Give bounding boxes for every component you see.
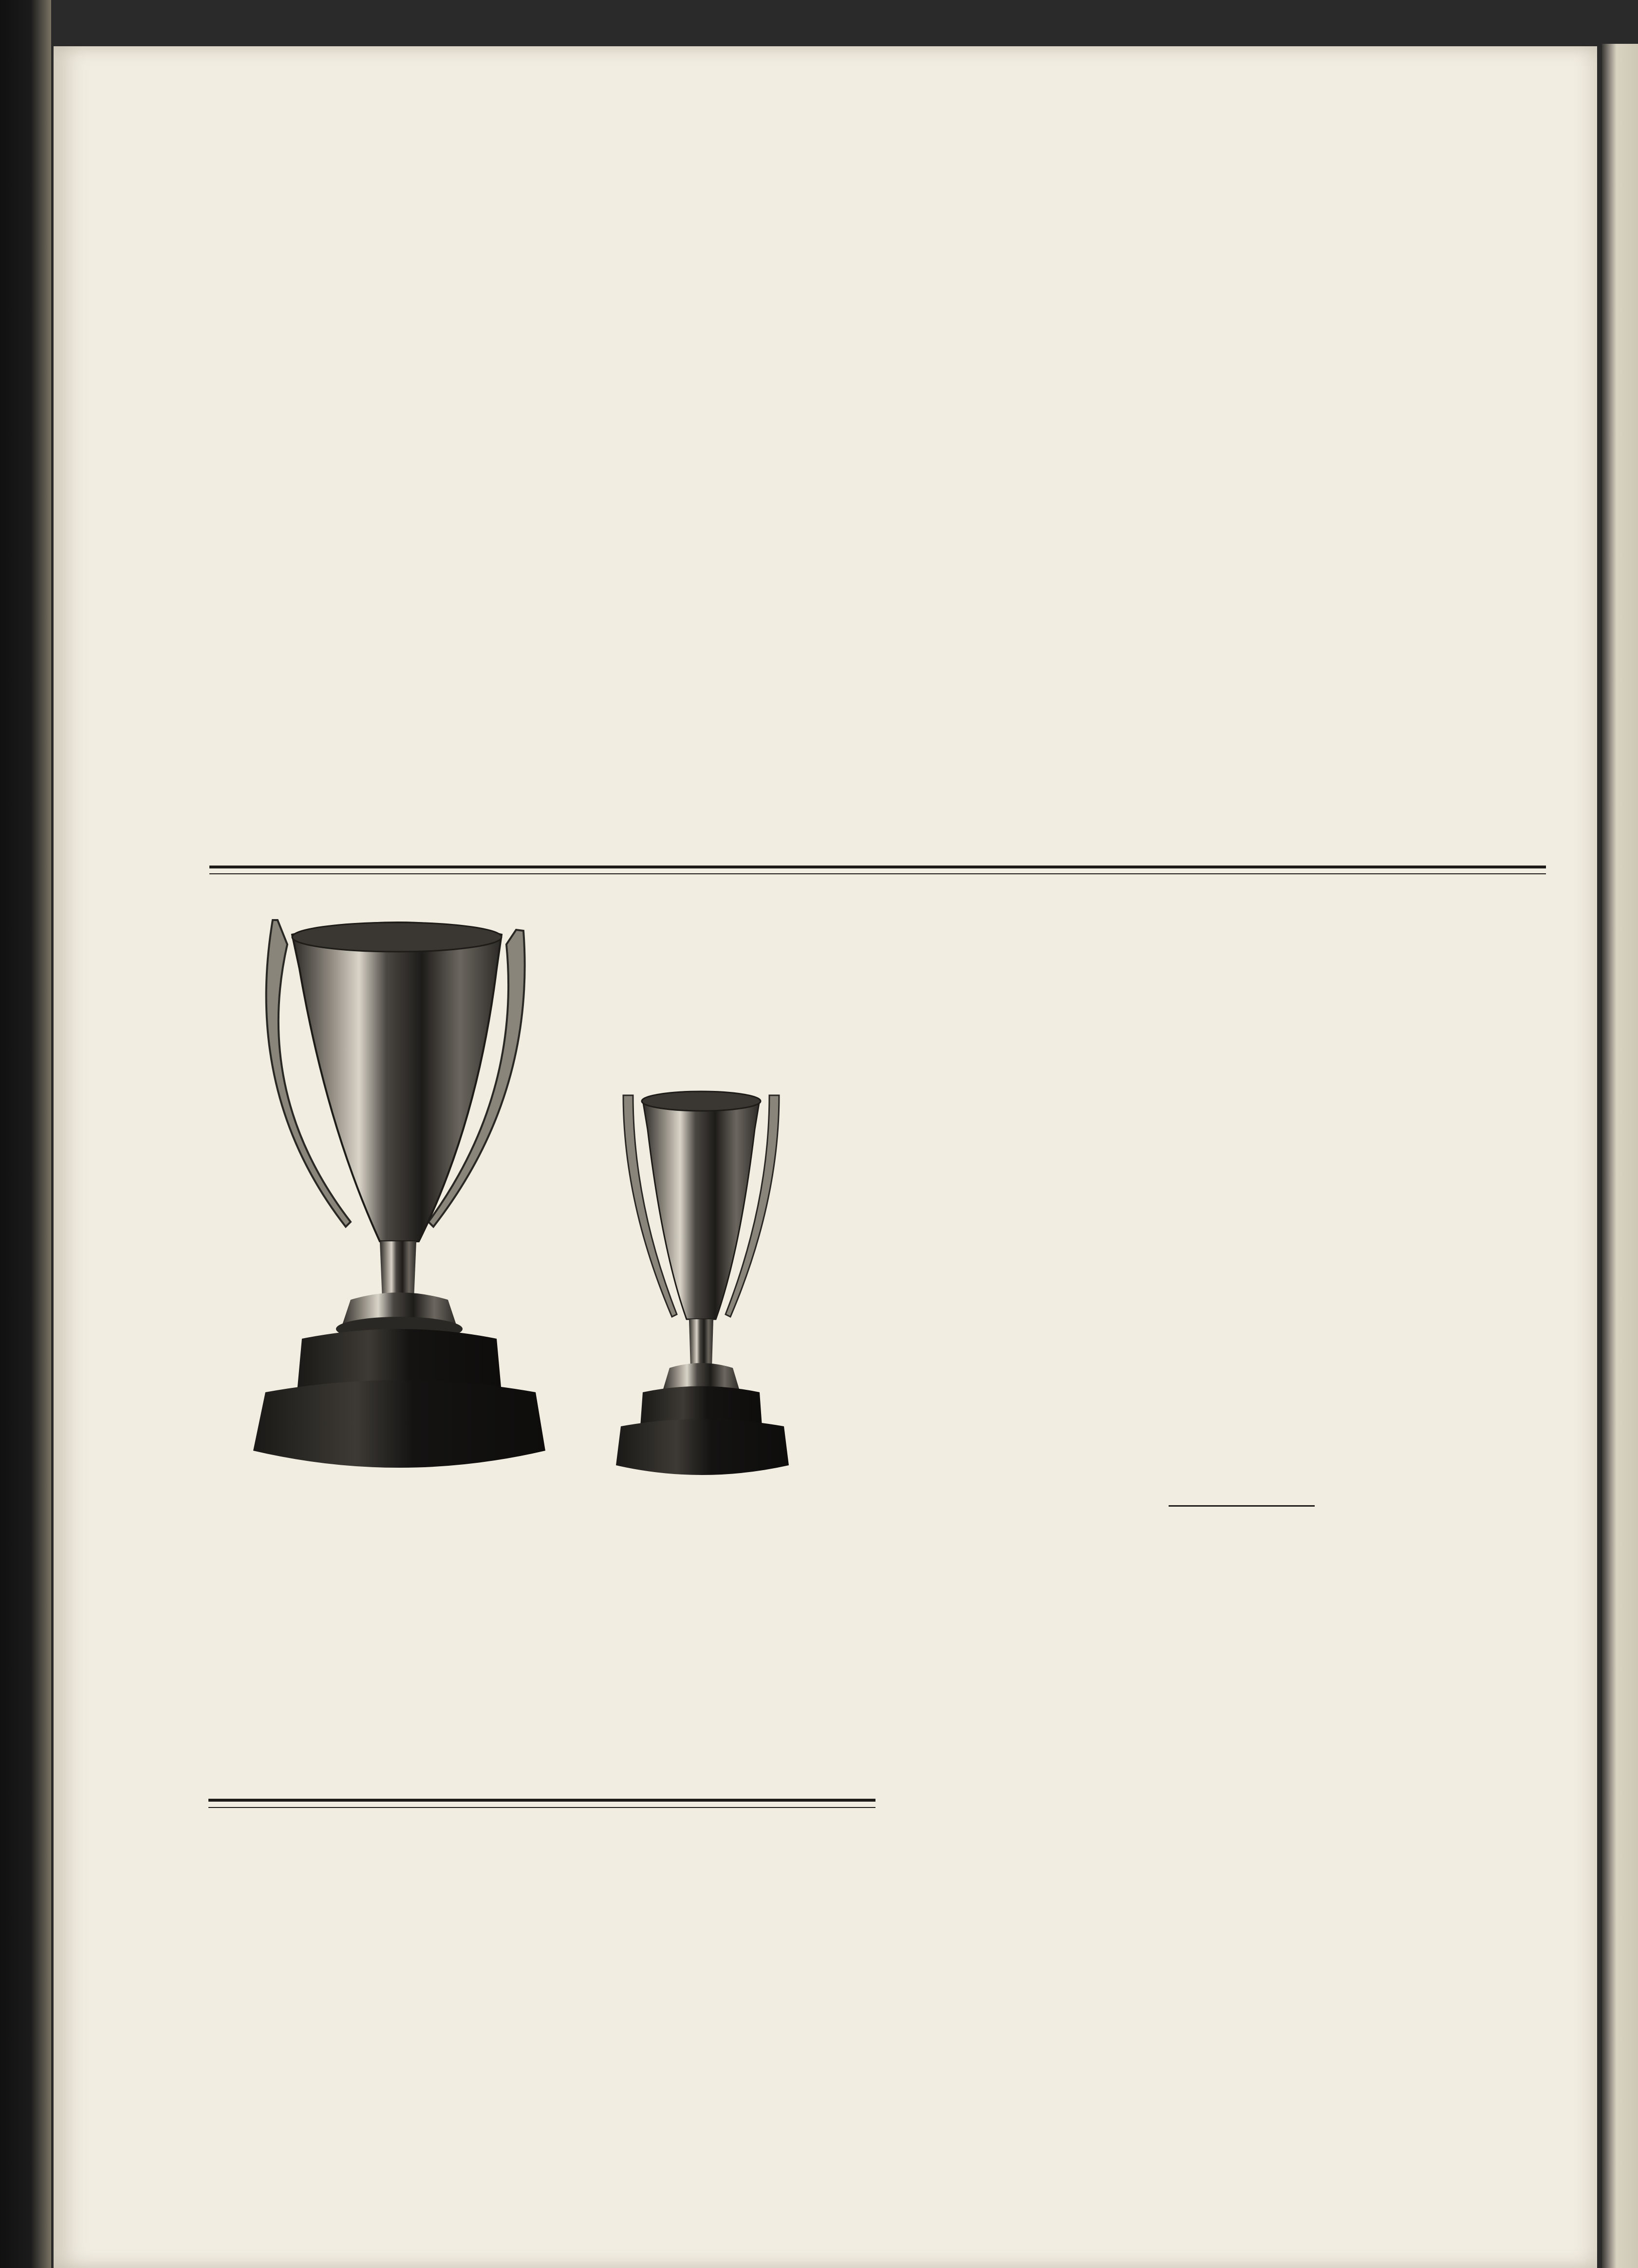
section-rule [209,866,1546,868]
article-continued [902,904,1547,906]
small-trophy [616,1091,789,1475]
trophy-cups-image [205,901,876,1538]
article-opening [208,2032,875,2034]
article-header [208,1821,875,1825]
section-rule [208,1807,875,1808]
prizes-caption [208,1604,875,1606]
penmanship-exercises [0,0,1638,857]
short-divider [1169,1505,1315,1507]
section-rule [208,1799,875,1802]
trophy-photo [205,901,876,1538]
exhibit-body [902,1604,1547,1606]
large-trophy [253,920,545,1468]
section-rule [209,873,1546,874]
